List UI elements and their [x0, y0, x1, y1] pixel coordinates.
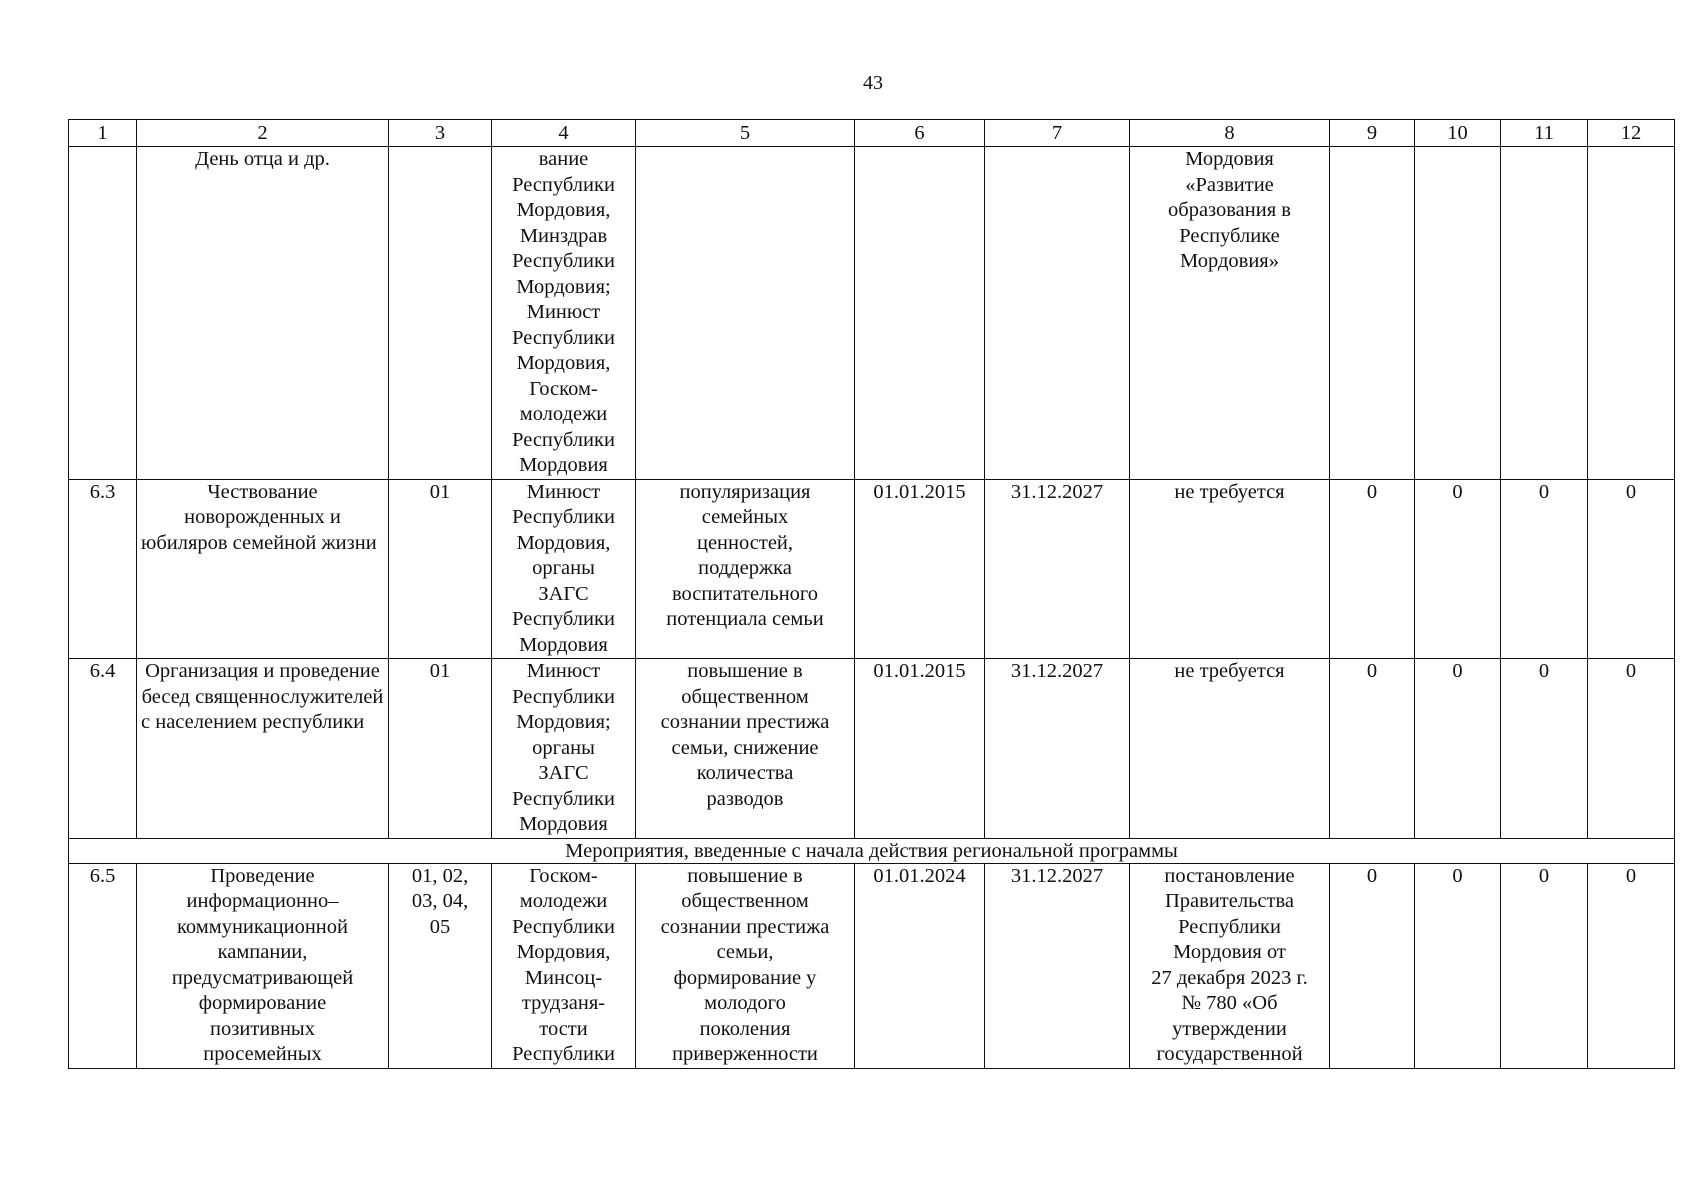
cell-v9: 0: [1330, 479, 1415, 659]
header-cell: 1: [69, 120, 137, 147]
header-cell: 5: [636, 120, 855, 147]
cell-name: Чествование новорожденных и юбиляров семейной жизни: [137, 479, 389, 659]
cell-end: 31.12.2027: [985, 863, 1130, 1068]
cell-result: популяризация семейных ценностей, поддержка воспитательного потенциала семьи: [636, 479, 855, 659]
cell-result: повышение в общественном сознании престижа семьи, снижение количества разводов: [636, 659, 855, 839]
cell-num: 6.4: [69, 659, 137, 839]
header-cell: 10: [1415, 120, 1501, 147]
cell-name: Проведение информационно– коммуникационной кампании, предусматривающей формирование позитивных просемейных: [137, 863, 389, 1068]
cell-v10: [1415, 147, 1501, 480]
cell-tasks: [389, 147, 492, 480]
cell-name: День отца и др.: [137, 147, 389, 480]
cell-num: [69, 147, 137, 480]
cell-executors: Минюст Республики Мордовия; органы ЗАГС Республики Мордовия: [492, 659, 636, 839]
section-row: [69, 838, 1675, 863]
header-cell: 3: [389, 120, 492, 147]
table-row: [69, 479, 1675, 659]
cell-result: [636, 147, 855, 480]
cell-v10: 0: [1415, 479, 1501, 659]
header-cell: 12: [1588, 120, 1675, 147]
cell-executors: Госком- молодежи Республики Мордовия, Минсоц- трудзаня- тости Республики: [492, 863, 636, 1068]
header-cell: 11: [1501, 120, 1588, 147]
cell-basis: не требуется: [1130, 659, 1330, 839]
header-cell: 2: [137, 120, 389, 147]
cell-start: 01.01.2015: [855, 479, 985, 659]
cell-start: [855, 147, 985, 480]
cell-end: 31.12.2027: [985, 659, 1130, 839]
cell-tasks: 01, 02, 03, 04, 05: [389, 863, 492, 1068]
cell-start: 01.01.2024: [855, 863, 985, 1068]
cell-num: 6.3: [69, 479, 137, 659]
table-row: [69, 659, 1675, 839]
program-table: [68, 119, 1675, 1069]
page-number: 43: [863, 72, 883, 94]
cell-v9: 0: [1330, 659, 1415, 839]
cell-v11: [1501, 147, 1588, 480]
cell-basis: Мордовия «Развитие образования в Республике Мордовия»: [1130, 147, 1330, 480]
cell-tasks: 01: [389, 479, 492, 659]
header-cell: 7: [985, 120, 1130, 147]
cell-num: 6.5: [69, 863, 137, 1068]
cell-v11: 0: [1501, 479, 1588, 659]
cell-end: 31.12.2027: [985, 479, 1130, 659]
table-row: [69, 147, 1675, 480]
header-cell: 9: [1330, 120, 1415, 147]
cell-basis: не требуется: [1130, 479, 1330, 659]
header-row: [69, 120, 1675, 147]
header-cell: 4: [492, 120, 636, 147]
cell-v11: 0: [1501, 863, 1588, 1068]
cell-v12: 0: [1588, 479, 1675, 659]
cell-v10: 0: [1415, 863, 1501, 1068]
cell-v10: 0: [1415, 659, 1501, 839]
cell-executors: вание Республики Мордовия, Минздрав Республики Мордовия; Минюст Республики Мордовия, Госком- молодежи Республики Мордовия: [492, 147, 636, 480]
cell-executors: Минюст Республики Мордовия, органы ЗАГС Республики Мордовия: [492, 479, 636, 659]
cell-name: Организация и проведение бесед священнослужителей с населением республики: [137, 659, 389, 839]
cell-start: 01.01.2015: [855, 659, 985, 839]
cell-result: повышение в общественном сознании престижа семьи, формирование у молодого поколения приверженности: [636, 863, 855, 1068]
cell-v9: [1330, 147, 1415, 480]
cell-end: [985, 147, 1130, 480]
cell-v12: 0: [1588, 659, 1675, 839]
header-cell: 6: [855, 120, 985, 147]
cell-v9: 0: [1330, 863, 1415, 1068]
cell-v12: [1588, 147, 1675, 480]
table-row: [69, 863, 1675, 1068]
header-cell: 8: [1130, 120, 1330, 147]
cell-basis: постановление Правительства Республики Мордовия от 27 декабря 2023 г. № 780 «Об утверждении государственной: [1130, 863, 1330, 1068]
section-title: Мероприятия, введенные с начала действия региональной программы: [69, 838, 1675, 863]
cell-v11: 0: [1501, 659, 1588, 839]
cell-tasks: 01: [389, 659, 492, 839]
cell-v12: 0: [1588, 863, 1675, 1068]
